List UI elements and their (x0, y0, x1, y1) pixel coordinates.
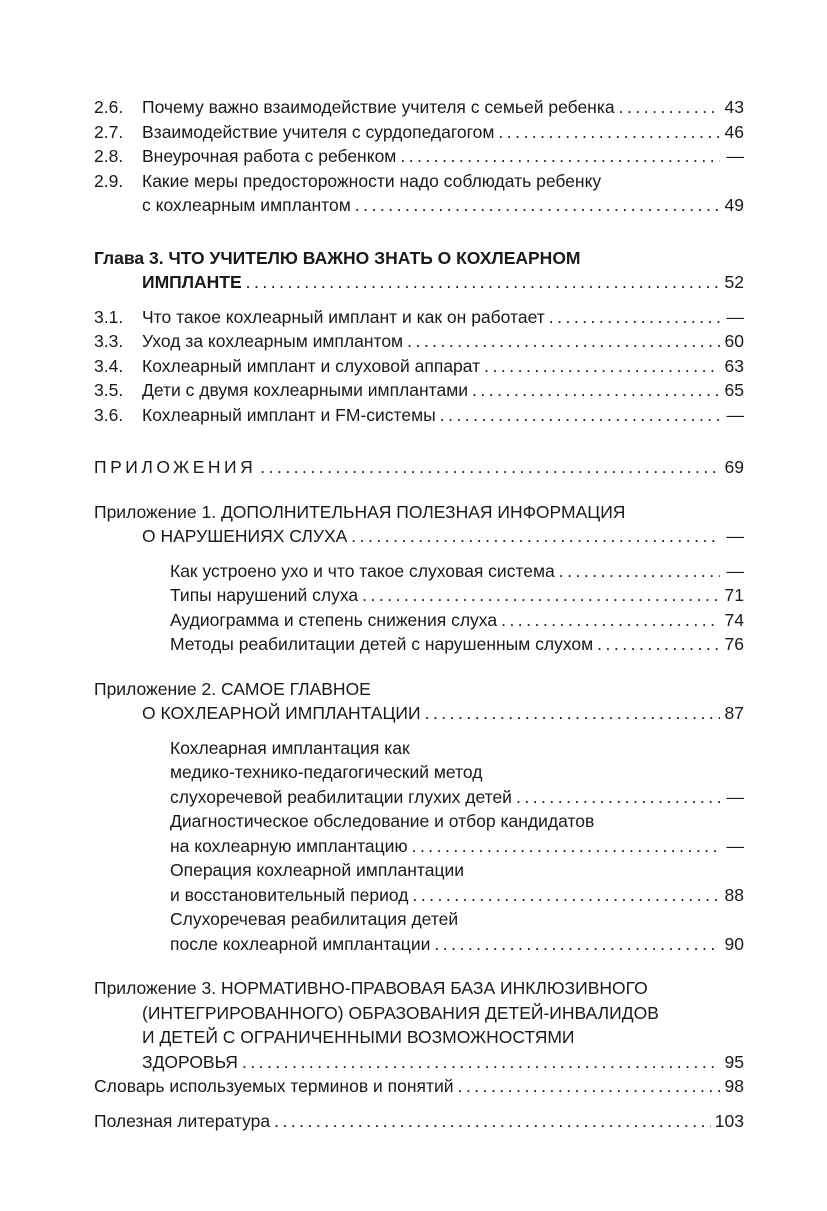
dot-leader (516, 785, 720, 810)
dot-leader (412, 834, 720, 859)
entry-number: 3.3. (94, 331, 124, 351)
dot-leader (619, 95, 720, 120)
page-number: 65 (724, 380, 744, 400)
entry-title: Как устроено ухо и что такое слуховая система (170, 560, 555, 581)
dot-leader (484, 354, 720, 379)
page-number: 69 (724, 457, 744, 477)
dot-leader (274, 1109, 711, 1134)
section-title: ПРИЛОЖЕНИЯ (94, 457, 257, 477)
toc-literature[interactable] (94, 1109, 744, 1134)
dot-leader (472, 378, 720, 403)
page-number: 52 (724, 272, 744, 292)
entry-title-line: Кохлеарная имплантация как (170, 737, 410, 758)
dot-leader (400, 144, 720, 169)
dot-leader (597, 632, 720, 657)
page-number: — (726, 835, 744, 856)
entry-title: Внеурочная работа с ребенком (142, 146, 397, 166)
entry-number: 3.4. (94, 355, 124, 376)
entry-title-line: Какие меры предосторожности надо соблюдать ребенку (142, 170, 602, 191)
dot-leader (246, 270, 720, 295)
dot-leader (498, 120, 720, 145)
entry-title: Словарь используемых терминов и понятий (94, 1076, 454, 1096)
table-of-contents (94, 95, 744, 1133)
page-number: 60 (724, 331, 744, 351)
dot-leader (458, 1074, 720, 1099)
toc-subentry[interactable] (94, 608, 744, 633)
dot-leader (260, 455, 720, 480)
toc-appendix-3[interactable] (94, 976, 744, 1074)
page-number: — (726, 404, 744, 425)
entry-number: 3.6. (94, 404, 124, 425)
toc-appendices[interactable] (94, 455, 744, 480)
toc-entry-3-6[interactable] (94, 403, 744, 428)
entry-number: 2.9. (94, 170, 124, 191)
dot-leader (440, 403, 720, 428)
entry-title: Что такое кохлеарный имплант и как он работает (142, 306, 545, 327)
toc-entry-3-3[interactable] (94, 329, 744, 354)
entry-title: Кохлеарный имплант и FM-системы (142, 404, 436, 425)
entry-number: 2.6. (94, 97, 124, 117)
page-number: 49 (724, 195, 744, 215)
dot-leader (407, 329, 720, 354)
entry-title-line: медико-технико-педагогический метод (170, 762, 483, 782)
toc-subentry[interactable] (94, 809, 744, 858)
toc-entry-3-4[interactable] (94, 354, 744, 379)
toc-subentry[interactable] (94, 583, 744, 608)
page-number: 63 (724, 355, 744, 376)
dot-leader (549, 305, 720, 330)
appendix-title-line: Приложение 3. НОРМАТИВНО-ПРАВОВАЯ БАЗА ИНКЛЮЗИВНОГО (94, 978, 648, 998)
page-number: 98 (724, 1076, 744, 1096)
dot-leader (559, 559, 720, 584)
page-number: — (726, 146, 744, 166)
entry-title: Почему важно взаимодействие учителя с семьей ребенка (142, 97, 615, 117)
toc-appendix-1[interactable] (94, 500, 744, 549)
entry-title: Дети с двумя кохлеарными имплантами (142, 380, 469, 400)
page-number: — (726, 786, 744, 807)
entry-title-line: слухоречевой реабилитации глухих детей (170, 786, 512, 807)
toc-chapter-3[interactable] (94, 246, 744, 295)
entry-title: Методы реабилитации детей с нарушенным слухом (170, 634, 594, 654)
toc-subentry[interactable] (94, 736, 744, 810)
toc-appendix-2[interactable] (94, 677, 744, 726)
toc-entry-2-9[interactable] (94, 169, 744, 218)
toc-subentry[interactable] (94, 559, 744, 584)
entry-title: Уход за кохлеарным имплантом (142, 331, 404, 351)
dot-leader (412, 883, 720, 908)
page-number: 46 (724, 121, 744, 142)
page-number: — (726, 306, 744, 327)
toc-entry-3-5[interactable] (94, 378, 744, 403)
page-number: 88 (724, 884, 744, 905)
page-number: 103 (714, 1110, 744, 1131)
page-number: — (726, 560, 744, 581)
entry-title: Полезная литература (94, 1110, 271, 1131)
dot-leader (501, 608, 720, 633)
entry-number: 2.8. (94, 146, 124, 166)
toc-subentry[interactable] (94, 907, 744, 956)
dot-leader (355, 193, 720, 218)
page-number: 90 (724, 933, 744, 954)
chapter-title-line: Глава 3. ЧТО УЧИТЕЛЮ ВАЖНО ЗНАТЬ О КОХЛЕАРНОМ (94, 247, 581, 268)
entry-number: 3.5. (94, 380, 124, 400)
entry-number: 3.1. (94, 306, 124, 327)
page-number: 43 (724, 97, 744, 117)
entry-title-line: на кохлеарную имплантацию (170, 835, 408, 856)
toc-entry-2-7[interactable] (94, 120, 744, 145)
dot-leader (351, 524, 720, 549)
toc-entry-2-8[interactable] (94, 144, 744, 169)
dot-leader (425, 701, 720, 726)
dot-leader (242, 1050, 720, 1075)
appendix-title-line: И ДЕТЕЙ С ОГРАНИЧЕННЫМИ ВОЗМОЖНОСТЯМИ (142, 1027, 575, 1047)
page-number: — (726, 526, 744, 546)
toc-entry-3-1[interactable] (94, 305, 744, 330)
toc-glossary[interactable] (94, 1074, 744, 1099)
entry-title: Взаимодействие учителя с сурдопедагогом (142, 121, 495, 142)
page-number: 74 (724, 609, 744, 630)
entry-title-line: с кохлеарным имплантом (142, 195, 351, 215)
appendix-title-line: Приложение 1. ДОПОЛНИТЕЛЬНАЯ ПОЛЕЗНАЯ ИНФОРМАЦИЯ (94, 501, 626, 522)
toc-entry-2-6[interactable] (94, 95, 744, 120)
toc-subentry[interactable] (94, 632, 744, 657)
page-number: 76 (724, 634, 744, 654)
entry-title: Аудиограмма и степень снижения слуха (170, 609, 498, 630)
appendix-title-line: ЗДОРОВЬЯ (142, 1051, 238, 1072)
page-number: 71 (724, 585, 744, 605)
page-number: 95 (724, 1051, 744, 1072)
dot-leader (362, 583, 720, 608)
chapter-title-line: ИМПЛАНТЕ (142, 272, 242, 292)
toc-subentry[interactable] (94, 858, 744, 907)
entry-title-line: Слухоречевая реабилитация детей (170, 909, 459, 929)
appendix-title-line: О НАРУШЕНИЯХ СЛУХА (142, 526, 348, 546)
entry-number: 2.7. (94, 121, 124, 142)
appendix-title-line: Приложение 2. САМОЕ ГЛАВНОЕ (94, 678, 371, 699)
appendix-title-line: (ИНТЕГРИРОВАННОГО) ОБРАЗОВАНИЯ ДЕТЕЙ-ИНВАЛИДОВ (142, 1002, 659, 1023)
entry-title-line: Операция кохлеарной имплантации (170, 860, 465, 880)
entry-title: Типы нарушений слуха (170, 585, 359, 605)
appendix-title-line: О КОХЛЕАРНОЙ ИМПЛАНТАЦИИ (142, 703, 421, 723)
entry-title: Кохлеарный имплант и слуховой аппарат (142, 355, 481, 376)
entry-title-line: после кохлеарной имплантации (170, 933, 431, 954)
entry-title-line: Диагностическое обследование и отбор кандидатов (170, 811, 595, 831)
entry-title-line: и восстановительный период (170, 884, 409, 905)
dot-leader (434, 932, 720, 957)
page-number: 87 (724, 703, 744, 723)
